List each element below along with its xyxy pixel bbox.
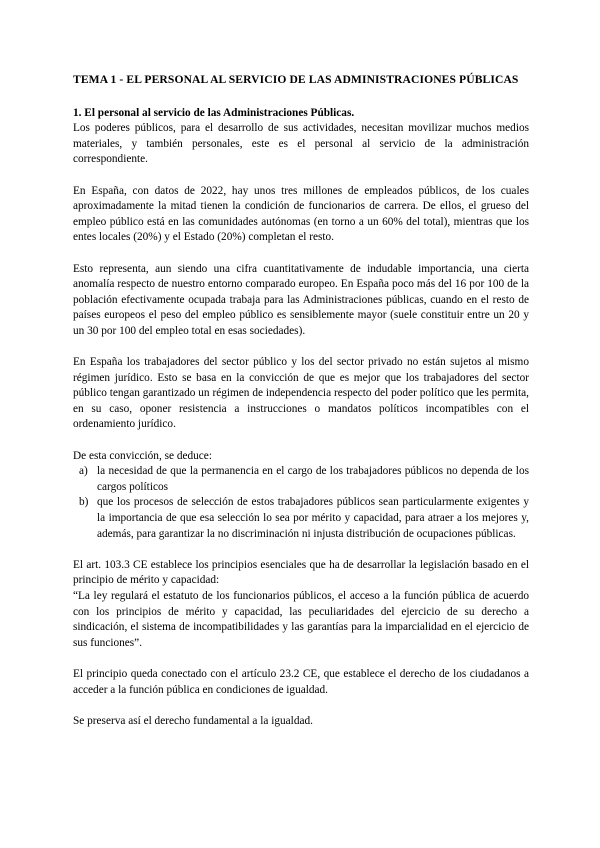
list-marker: a) — [79, 465, 88, 478]
list-marker: b) — [79, 496, 89, 509]
list-item — [73, 495, 529, 542]
document-page — [73, 72, 529, 729]
paragraph-2: En España, con datos de 2022, hay unos tres millones de empleados públicos, de los cuales aproximadamente la mitad tienen la condición de funcionarios de carrera. De ellos, el grueso del empleo público está en las comunidades autónomas (en torno a un 60% del total), mientras que los entes locales (20%) y el Estado (20%) completan el resto. — [73, 184, 529, 244]
paragraph-1: Los poderes públicos, para el desarrollo de sus actividades, necesitan movilizar muchos medios materiales, y también personales, este es el personal al servicio de la administración correspondiente. — [73, 122, 529, 166]
document-title: TEMA 1 - EL PERSONAL AL SERVICIO DE LAS ADMINISTRACIONES PÚBLICAS — [73, 73, 519, 86]
list-item-text: la necesidad de que la permanencia en el cargo de los trabajadores públicos no dependa de los cargos políticos — [97, 465, 529, 493]
paragraph-3: Esto representa, aun siendo una cifra cuantitativamente de indudable importancia, una cierta anomalía respecto de nuestro entorno comparado europeo. En España poco más del 16 por 100 de la población efectivamente ocupada trabaja para las Administraciones públicas, cuando en el resto de países europeos el peso del empleo público es sensiblemente mayor (suele constituir entre un 20 y un 30 por 100 del empleo total en esas sociedades). — [73, 262, 529, 337]
list-item-text: que los procesos de selección de estos trabajadores públicos sean particularmente exigentes y la importancia de que esa selección lo sea por mérito y capacidad, para atraer a los mejores y, además, para garantizar la no discriminación ni injusta distribución de ocupaciones públicas. — [97, 496, 529, 540]
section-heading: 1. El personal al servicio de las Administraciones Públicas. — [73, 106, 355, 119]
paragraph-5: De esta convicción, se deduce: — [73, 449, 212, 462]
list-item — [73, 464, 529, 495]
deduction-list — [73, 464, 529, 542]
paragraph-4: En España los trabajadores del sector público y los del sector privado no están sujetos al mismo régimen jurídico. Esto se basa en la convicción de que es mejor que los trabajadores del sector público tengan garantizado un régimen de independencia respecto del poder político que les permita, en su caso, oponer resistencia a instrucciones o mandatos políticos incompatibles con el ordenamiento jurídico. — [73, 356, 529, 431]
paragraph-8: Se preserva así el derecho fundamental a la igualdad. — [73, 714, 313, 727]
constitution-quote: “La ley regulará el estatuto de los funcionarios públicos, el acceso a la función pública de acuerdo con los principios de mérito y capacidad, las peculiaridades del ejercicio de su derecho a sindicación, el sistema de incompatibilidades y las garantías para la imparcialidad en el ejercicio de sus funciones”. — [73, 590, 529, 649]
paragraph-7: El principio queda conectado con el artículo 23.2 CE, que establece el derecho de los ciudadanos a acceder a la función pública en condiciones de igualdad. — [73, 667, 529, 696]
paragraph-6: El art. 103.3 CE establece los principios esenciales que ha de desarrollar la legislación basado en el principio de mérito y capacidad: — [73, 558, 529, 587]
